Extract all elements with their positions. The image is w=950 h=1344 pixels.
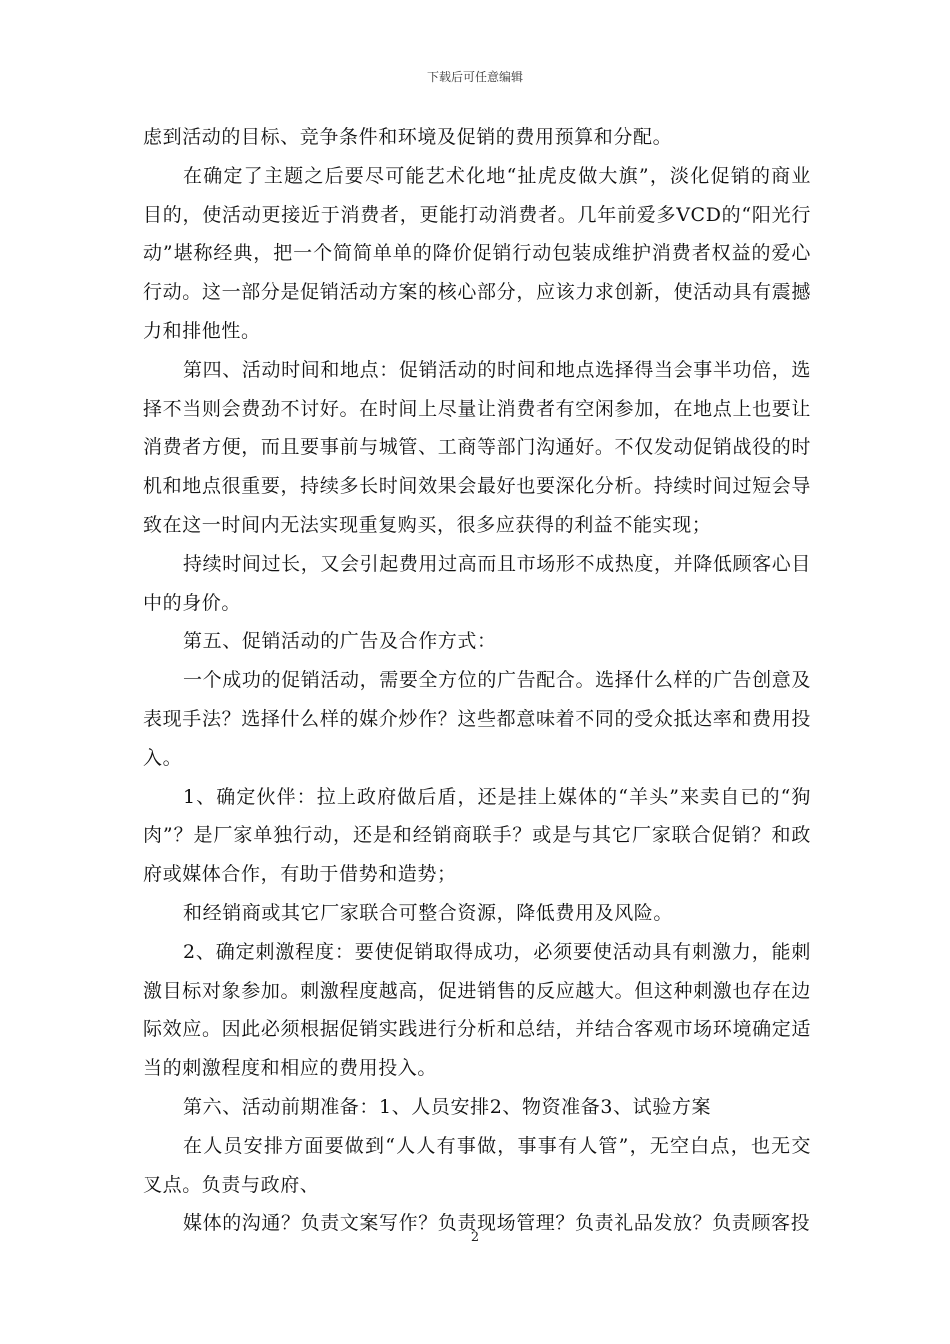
paragraph-1: 虑到活动的目标、竞争条件和环境及促销的费用预算和分配。 [143,126,673,148]
paragraph-3: 第四、活动时间和地点：促销活动的时间和地点选择得当会事半功倍，选择不当则会费劲不讨好。在时间上尽量让消费者有空闲参加，在地点上也要让消费者方便，而且要事前与城管、工商等部门沟通好。不仅发动促销战役的时机和地点很重要，持续多长时间效果会最好也要深化分析。持续时间过短会导致在这一时间内无法实现重复购买，很多应获得的利益不能实现； [143,358,811,536]
paragraph-6: 一个成功的促销活动，需要全方位的广告配合。选择什么样的广告创意及表现手法？选择什么样的媒介炒作？这些都意味着不同的受众抵达率和费用投入。 [143,669,811,769]
document-body [143,118,811,1243]
paragraph-8: 和经销商或其它厂家联合可整合资源，降低费用及风险。 [183,901,674,924]
page-number: 2 [470,1230,480,1245]
paragraph-5: 第五、促销活动的广告及合作方式： [183,630,497,653]
paragraph-4: 持续时间过长，又会引起费用过高而且市场形不成热度，并降低顾客心目中的身价。 [143,552,811,614]
page-header: 下载后可任意编辑 [426,70,523,84]
paragraph-12: 媒体的沟通？负责文案写作？负责现场管理？负责礼品发放？负责顾客投 [183,1212,811,1235]
paragraph-7: 1、确定伙伴：拉上政府做后盾，还是挂上媒体的“羊头”来卖自已的“狗肉”？是厂家单独行动，还是和经销商联手？或是与其它厂家联合促销？和政府或媒体合作，有助于借势和造势； [143,785,811,886]
paragraph-11: 在人员安排方面要做到“人人有事做，事事有人管”，无空白点，也无交叉点。负责与政府、 [143,1134,811,1196]
paragraph-9: 2、确定刺激程度：要使促销取得成功，必须要使活动具有刺激力，能刺激目标对象参加。刺激程度越高，促进销售的反应越大。但这种刺激也存在边际效应。因此必须根据促销实践进行分析和总结，并结合客观市场环境确定适当的刺激程度和相应的费用投入。 [143,940,811,1080]
paragraph-2: 在确定了主题之后要尽可能艺术化地“扯虎皮做大旗”，淡化促销的商业目的，使活动更接近于消费者，更能打动消费者。几年前爱多VCD的“阳光行动”堪称经典，把一个简简单单的降价促销行动包装成维护消费者权益的爱心行动。这一部分是促销活动方案的核心部分，应该力求创新，使活动具有震撼力和排他性。 [143,164,811,342]
paragraph-10: 第六、活动前期准备：1、人员安排2、物资准备3、试验方案 [183,1095,712,1118]
